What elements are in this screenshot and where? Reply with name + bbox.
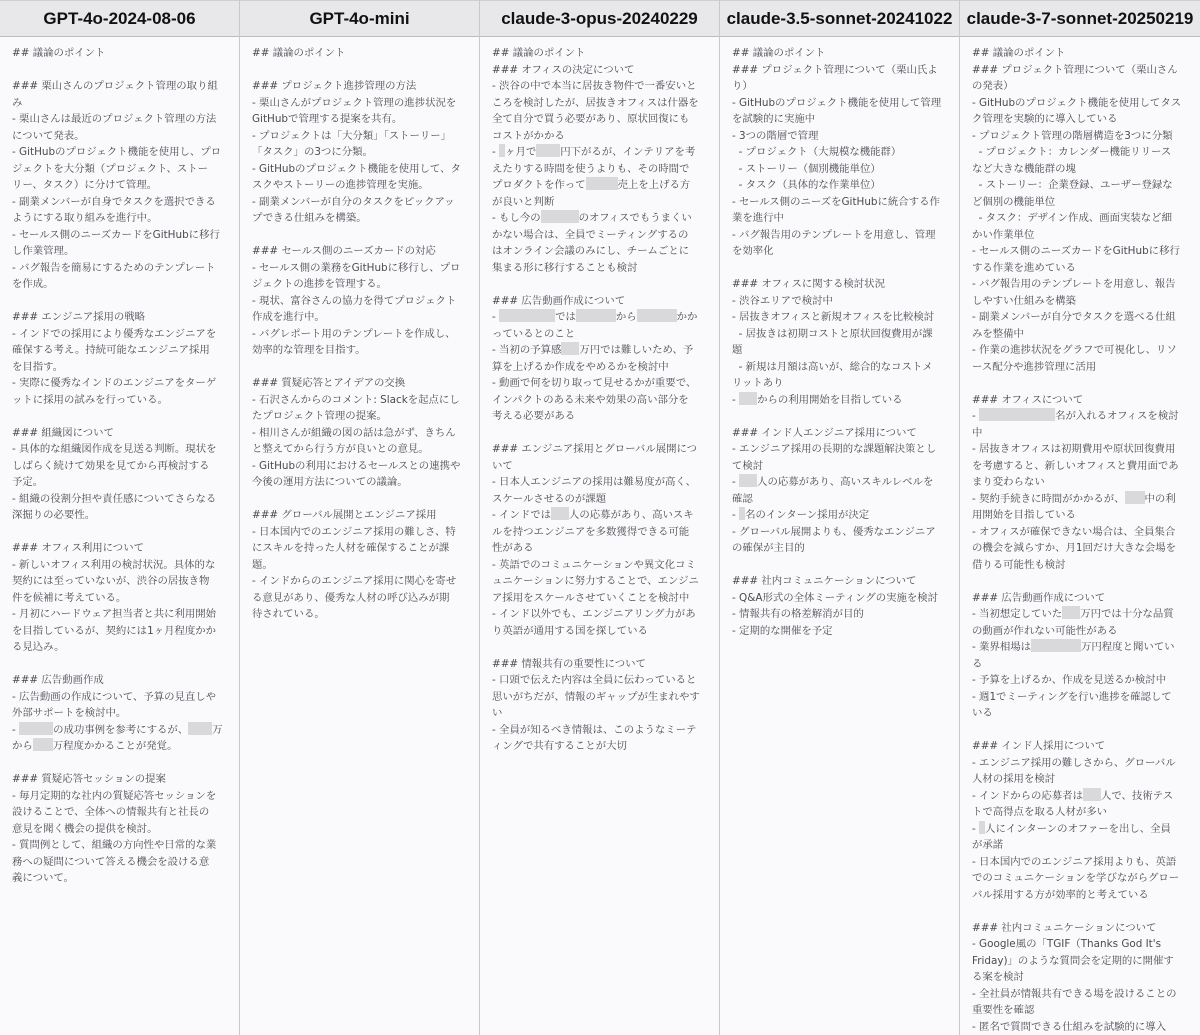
summary-line: る (972, 656, 1188, 673)
summary-line: ィングで共有することが大切 (492, 738, 707, 755)
summary-line: い (492, 705, 707, 722)
column-gpt-4o-mini (240, 0, 480, 1035)
summary-line: 考える必要がある (492, 408, 707, 425)
summary-line: - 日本国内でのエンジニア採用の難しさ、特 (252, 524, 467, 541)
summary-line: 全て自分で買う必要があり、原状回復にも (492, 111, 707, 128)
blank-line (252, 359, 467, 376)
summary-line: ース配分や進捗管理に活用 (972, 359, 1188, 376)
blank-line (252, 491, 467, 508)
summary-line: を目指す。 (12, 359, 227, 376)
column-header: claude-3-7-sonnet-20250219 (960, 0, 1200, 37)
summary-line: - 定期的な開催を予定 (732, 623, 947, 640)
summary-line: - もし今の のオフィスでもうまくい (492, 210, 707, 227)
summary-line: と整えてから行う方が良いとの意見。 (252, 441, 467, 458)
summary-line: 確保する考え。持続可能なエンジニア採用 (12, 342, 227, 359)
section-heading: ### オフィスについて (972, 392, 1188, 409)
redacted-text (979, 821, 985, 834)
summary-line: - ストーリー（個別機能単位） (732, 161, 947, 178)
summary-line: - 渋谷エリアで検討中 (732, 293, 947, 310)
summary-line: - 組織の役割分担や責任感についてさらなる (12, 491, 227, 508)
summary-line: - オフィスが確保できない場合は、全員集合 (972, 524, 1188, 541)
column-claude-3-opus (480, 0, 720, 1035)
summary-line: - 人にインターンのオファーを出し、全員 (972, 821, 1188, 838)
summary-line: - 新しいオフィス利用の検討状況。具体的な (12, 557, 227, 574)
summary-line: - Google風の「TGIF（Thanks God It's (972, 936, 1188, 953)
summary-line: - 日本国内でのエンジニア採用よりも、英語 (972, 854, 1188, 871)
summary-line: から 万程度かかることが発覚。 (12, 738, 227, 755)
summary-line: を作成。 (12, 276, 227, 293)
summary-line: 重要性を確認 (972, 1002, 1188, 1019)
summary-line: ジェクトを大分類（プロジェクト、ストー (12, 161, 227, 178)
summary-line: - 名が入れるオフィスを検討 (972, 408, 1188, 425)
summary-line: かない場合は、全員でミーティングするの (492, 227, 707, 244)
summary-line: る見込み。 (12, 639, 227, 656)
summary-line: - ヶ月で 円下がるが、インテリアを考 (492, 144, 707, 161)
section-heading: ### 組織図について (12, 425, 227, 442)
summary-line: にスキルを持った人材を確保することが課 (252, 540, 467, 557)
summary-line: - Q&A形式の全体ミーティングの実施を検討 (732, 590, 947, 607)
section-heading: ## 議論のポイント (12, 45, 227, 62)
column-claude-3-5-sonnet (720, 0, 960, 1035)
summary-line: 予定。 (12, 474, 227, 491)
summary-line: - タスク（具体的な作業単位） (732, 177, 947, 194)
column-header: claude-3-opus-20240229 (480, 0, 719, 37)
section-heading: ### オフィスの決定について (492, 62, 707, 79)
summary-line: など大きな機能群の塊 (972, 161, 1188, 178)
summary-line: - 広告動画の作成について、予算の見直しや (12, 689, 227, 706)
blank-line (12, 408, 227, 425)
summary-line: 借りる可能性も検討 (972, 557, 1188, 574)
column-gpt-4o (0, 0, 240, 1035)
section-heading: ## 議論のポイント (972, 45, 1188, 62)
summary-line: ットに採用の試みを行っている。 (12, 392, 227, 409)
summary-line: - 栗山さんがプロジェクト管理の進捗状況を (252, 95, 467, 112)
summary-line: - ストーリー：企業登録、ユーザー登録な (972, 177, 1188, 194)
summary-line: - インドからのエンジニア採用に関心を寄せ (252, 573, 467, 590)
summary-line: えたりする時間を使うよりも、その時間で (492, 161, 707, 178)
summary-line: プロダクトを作って 売上を上げる方 (492, 177, 707, 194)
summary-line: - 栗山さんは最近のプロジェクト管理の方法 (12, 111, 227, 128)
summary-line: っているとのこと (492, 326, 707, 343)
summary-line: り） (732, 78, 947, 95)
summary-line: まり変わらない (972, 474, 1188, 491)
column-header: claude-3.5-sonnet-20241022 (720, 0, 959, 37)
section-heading: ### エンジニア採用の戦略 (12, 309, 227, 326)
column-claude-3-7-sonnet (960, 0, 1200, 1035)
summary-line: - 動画で何を切り取って見せるかが重要で、 (492, 375, 707, 392)
summary-line: いて (492, 458, 707, 475)
summary-line: - セールス側のニーズをGitHubに統合する作 (732, 194, 947, 211)
redacted-text (637, 309, 677, 322)
summary-line: リー、タスク）に分けて管理。 (12, 177, 227, 194)
summary-line: - バグレポート用のテンプレートを作成し、 (252, 326, 467, 343)
summary-line: - 居抜きオフィスと新規オフィスを比較検討 (732, 309, 947, 326)
summary-line: - GitHubのプロジェクト機能を使用して管理 (732, 95, 947, 112)
summary-line: を目指しているが、契約には1ヶ月程度かか (12, 623, 227, 640)
summary-line: る案を検討 (972, 969, 1188, 986)
blank-line (492, 425, 707, 442)
section-heading: ### エンジニア採用とグローバル展開につ (492, 441, 707, 458)
summary-line: 件を候補に考えている。 (12, 590, 227, 607)
summary-line: コストがかかる (492, 128, 707, 145)
blank-line (492, 276, 707, 293)
summary-line: - インドからの応募者は 人で、技術テス (972, 788, 1188, 805)
summary-line: 効率的な管理を目指す。 (252, 342, 467, 359)
summary-line: - では から かか (492, 309, 707, 326)
summary-line: リットあり (732, 375, 947, 392)
summary-line: が良いと判断 (492, 194, 707, 211)
column-body (480, 37, 719, 1035)
redacted-text (739, 474, 757, 487)
summary-line: - 3つの階層で管理 (732, 128, 947, 145)
section-heading: ### セールス側のニーズカードの対応 (252, 243, 467, 260)
summary-line: Friday)」のような質問会を定期的に開催す (972, 953, 1188, 970)
summary-line: 外部サポートを検討中。 (12, 705, 227, 722)
summary-line: する作業を進めている (972, 260, 1188, 277)
summary-line: バル採用する方が効率的と考えている (972, 887, 1188, 904)
summary-line: いる (972, 705, 1188, 722)
summary-line: - プロジェクト（大規模な機能群） (732, 144, 947, 161)
summary-line: の動画が作れない可能性がある (972, 623, 1188, 640)
redacted-text (1125, 491, 1145, 504)
summary-line: たプロジェクト管理の提案。 (252, 408, 467, 425)
summary-line: - 副業メンバーが自分でタスクを選べる仕組 (972, 309, 1188, 326)
blank-line (492, 639, 707, 656)
summary-line: - 予算を上げるか、作成を見送るか検討中 (972, 672, 1188, 689)
summary-line: ア採用をスケールさせていくことを検討中 (492, 590, 707, 607)
summary-line: 務への疑問について答える機会を設ける意 (12, 854, 227, 871)
summary-line: - 居抜きオフィスは初期費用や原状回復費用 (972, 441, 1188, 458)
summary-line: 思いがちだが、情報のギャップが生まれやす (492, 689, 707, 706)
section-heading: ### 社内コミュニケーションについて (732, 573, 947, 590)
summary-line: について発表。 (12, 128, 227, 145)
redacted-text (1031, 639, 1081, 652)
section-heading: ### 質疑応答とアイデアの交換 (252, 375, 467, 392)
summary-line: が承諾 (972, 837, 1188, 854)
redacted-text (739, 392, 757, 405)
summary-line: - の成功事例を参考にするが、 万 (12, 722, 227, 739)
summary-line: - 渋谷の中で本当に居抜き物件で一番安いと (492, 78, 707, 95)
blank-line (252, 227, 467, 244)
section-heading: ## 議論のポイント (252, 45, 467, 62)
summary-line: - グローバル展開よりも、優秀なエンジニア (732, 524, 947, 541)
summary-line: - GitHubのプロジェクト機能を使用してタス (972, 95, 1188, 112)
summary-line: みを整備中 (972, 326, 1188, 343)
summary-line: - 日本人エンジニアの採用は難易度が高く、 (492, 474, 707, 491)
summary-line: - 当初想定していた 万円では十分な品質 (972, 606, 1188, 623)
section-heading: ### プロジェクト進捗管理の方法 (252, 78, 467, 95)
section-heading: ### 広告動画作成について (972, 590, 1188, 607)
section-heading: ## 議論のポイント (732, 45, 947, 62)
blank-line (12, 524, 227, 541)
blank-line (732, 408, 947, 425)
blank-line (12, 755, 227, 772)
summary-line: - インド以外でも、エンジニアリング力があ (492, 606, 707, 623)
summary-line: - バグ報告用のテンプレートを用意し、報告 (972, 276, 1188, 293)
redacted-text (586, 177, 618, 190)
summary-line: を試験的に実施中 (732, 111, 947, 128)
summary-line: 算を上げるか作成をやめるかを検討中 (492, 359, 707, 376)
column-body (720, 37, 959, 1035)
summary-line: - 質問例として、組織の方向性や日常的な業 (12, 837, 227, 854)
section-heading: ### インド人採用について (972, 738, 1188, 755)
summary-line: - 口頭で伝えた内容は全員に伝わっていると (492, 672, 707, 689)
summary-line: 設けることで、全体への情報共有と社長の (12, 804, 227, 821)
summary-line: り英語が通用する国を探している (492, 623, 707, 640)
redacted-text (499, 309, 555, 322)
summary-line: - 当初の予算感 万円では難しいため、予 (492, 342, 707, 359)
summary-line: 中 (972, 425, 1188, 442)
summary-line: - 実際に優秀なインドのエンジニアをターゲ (12, 375, 227, 392)
summary-line: - プロジェクト：カレンダー機能リリース (972, 144, 1188, 161)
summary-line: でのコミュニケーションを学びながらグロー (972, 870, 1188, 887)
summary-line: 用開始を目指している (972, 507, 1188, 524)
summary-line: 作成を進行中。 (252, 309, 467, 326)
summary-line: の確保が主目的 (732, 540, 947, 557)
summary-line: て検討 (732, 458, 947, 475)
summary-line: - 作業の進捗状況をグラフで可視化し、リソ (972, 342, 1188, 359)
blank-line (972, 573, 1188, 590)
summary-line: - エンジニア採用の難しさから、グローバル (972, 755, 1188, 772)
section-heading: ### オフィスに関する検討状況 (732, 276, 947, 293)
summary-line: - 業界相場は 万円程度と聞いてい (972, 639, 1188, 656)
summary-line: の機会を減らすか、月1回だけ大きな会場を (972, 540, 1188, 557)
summary-line: プできる仕組みを構築。 (252, 210, 467, 227)
redacted-text (19, 722, 53, 735)
summary-line: - 居抜きは初期コストと原状回復費用が課 (732, 326, 947, 343)
summary-line: - 契約手続きに時間がかかるが、 中の利 (972, 491, 1188, 508)
redacted-text (576, 309, 616, 322)
column-body (960, 37, 1200, 1035)
summary-line: 意見を聞く機会の提供を検討。 (12, 821, 227, 838)
redacted-text (33, 738, 53, 751)
summary-line: - 副業メンバーが自身でタスクを選択できる (12, 194, 227, 211)
summary-line: 深掘りの必要性。 (12, 507, 227, 524)
summary-line: 「タスク」の3つに分類。 (252, 144, 467, 161)
summary-line: 題 (732, 342, 947, 359)
summary-line: - 具体的な組織図作成を見送る判断。現状を (12, 441, 227, 458)
summary-line: - タスク：デザイン作成、画面実装など細 (972, 210, 1188, 227)
summary-line: ようにする取り組みを進行中。 (12, 210, 227, 227)
redacted-text (551, 507, 569, 520)
summary-line: しばらく続けて効果を見てから再検討する (12, 458, 227, 475)
summary-line: - 新規は月額は高いが、総合的なコストメ (732, 359, 947, 376)
blank-line (12, 656, 227, 673)
summary-line: る意見があり、優秀な人材の呼び込みが期 (252, 590, 467, 607)
summary-line: - 相川さんが組織の図の話は急がず、きちん (252, 425, 467, 442)
summary-line: 人材の採用を検討 (972, 771, 1188, 788)
summary-line: - セールス側のニーズカードをGitHubに移行 (972, 243, 1188, 260)
summary-line: - GitHubのプロジェクト機能を使用し、プロ (12, 144, 227, 161)
summary-line: - 月初にハードウェア担当者と共に利用開始 (12, 606, 227, 623)
summary-line: 題。 (252, 557, 467, 574)
blank-line (972, 722, 1188, 739)
column-body (240, 37, 479, 1035)
summary-line: - バグ報告用のテンプレートを用意し、管理 (732, 227, 947, 244)
summary-line: - 全社員が情報共有できる場を設けることの (972, 986, 1188, 1003)
summary-line: ジェクトの進捗を管理する。 (252, 276, 467, 293)
blank-line (972, 903, 1188, 920)
summary-line: - 英語でのコミュニケーションや異文化コミ (492, 557, 707, 574)
summary-line: を考慮すると、新しいオフィスと費用面であ (972, 458, 1188, 475)
blank-line (12, 293, 227, 310)
section-heading: ### オフィス利用について (12, 540, 227, 557)
summary-line: - 石沢さんからのコメント: Slackを起点にし (252, 392, 467, 409)
section-heading: ### インド人エンジニア採用について (732, 425, 947, 442)
blank-line (732, 557, 947, 574)
redacted-text (541, 210, 579, 223)
summary-line: かい作業単位 (972, 227, 1188, 244)
summary-line: 確認 (732, 491, 947, 508)
summary-line: 集まる形に移行することも検討 (492, 260, 707, 277)
redacted-text (739, 507, 745, 520)
redacted-text (499, 144, 505, 157)
section-heading: ### 栗山さんのプロジェクト管理の取り組 (12, 78, 227, 95)
summary-line: スクやストーリーの進捗管理を実施。 (252, 177, 467, 194)
section-heading: ### 広告動画作成について (492, 293, 707, 310)
summary-line: み (12, 95, 227, 112)
blank-line (732, 260, 947, 277)
redacted-text (979, 408, 1055, 421)
blank-line (252, 62, 467, 79)
summary-line: - GitHubのプロジェクト機能を使用して、タ (252, 161, 467, 178)
summary-line: ど個別の機能単位 (972, 194, 1188, 211)
summary-line: - 情報共有の格差解消が目的 (732, 606, 947, 623)
summary-line: - エンジニア採用の長期的な課題解決策とし (732, 441, 947, 458)
summary-line: 待されている。 (252, 606, 467, 623)
summary-line: - 人の応募があり、高いスキルレベルを (732, 474, 947, 491)
redacted-text (1083, 788, 1101, 801)
summary-line: - セールス側のニーズカードをGitHubに移行 (12, 227, 227, 244)
summary-line: - プロジェクトは「大分類」「ストーリー」 (252, 128, 467, 145)
summary-line: - プロジェクト管理の階層構造を3つに分類 (972, 128, 1188, 145)
column-header: GPT-4o-2024-08-06 (0, 0, 239, 37)
summary-line: - バグ報告を簡易にするためのテンプレート (12, 260, 227, 277)
summary-line: - 全員が知るべき情報は、このようなミーテ (492, 722, 707, 739)
summary-line: ュニケーションに努力することで、エンジニ (492, 573, 707, 590)
summary-line: - 週1でミーティングを行い進捗を確認して (972, 689, 1188, 706)
section-heading: ### グローバル展開とエンジニア採用 (252, 507, 467, 524)
summary-line: - 匿名で質問できる仕組みを試験的に導入 (972, 1019, 1188, 1035)
section-heading: ### 広告動画作成 (12, 672, 227, 689)
redacted-text (561, 342, 579, 355)
summary-line: - 現状、富谷さんの協力を得てプロジェクト (252, 293, 467, 310)
blank-line (972, 375, 1188, 392)
summary-line: インパクトのある未来や効果の高い部分を (492, 392, 707, 409)
section-heading: ### プロジェクト管理について（栗山さん (972, 62, 1188, 79)
section-heading: ### 社内コミュニケーションについて (972, 920, 1188, 937)
summary-line: - GitHubの利用におけるセールスとの連携や (252, 458, 467, 475)
summary-line: トで高得点を取る人材が多い (972, 804, 1188, 821)
column-header: GPT-4o-mini (240, 0, 479, 37)
summary-line: - セールス側の業務をGitHubに移行し、プロ (252, 260, 467, 277)
summary-line: ころを検討したが、居抜きオフィスは什器を (492, 95, 707, 112)
summary-line: しやすい仕組みを構築 (972, 293, 1188, 310)
summary-line: ク管理を実験的に導入している (972, 111, 1188, 128)
section-heading: ### 質疑応答セッションの提案 (12, 771, 227, 788)
redacted-text (188, 722, 212, 735)
summary-line: - からの利用開始を目指している (732, 392, 947, 409)
summary-line: 業を進行中 (732, 210, 947, 227)
summary-line: 契約には至っていないが、渋谷の居抜き物 (12, 573, 227, 590)
summary-line: を効率化 (732, 243, 947, 260)
summary-line: はオンライン会議のみにし、チームごとに (492, 243, 707, 260)
redacted-text (536, 144, 560, 157)
summary-line: - インドでは 人の応募があり、高いスキ (492, 507, 707, 524)
redacted-text (1062, 606, 1080, 619)
summary-line: GitHubで管理する提案を共有。 (252, 111, 467, 128)
summary-line: 今後の運用方法についての議論。 (252, 474, 467, 491)
summary-line: - 毎月定期的な社内の質疑応答セッションを (12, 788, 227, 805)
summary-line: スケールさせるのが課題 (492, 491, 707, 508)
section-heading: ### プロジェクト管理について（栗山氏よ (732, 62, 947, 79)
summary-line: の発表） (972, 78, 1188, 95)
section-heading: ### 情報共有の重要性について (492, 656, 707, 673)
section-heading: ## 議論のポイント (492, 45, 707, 62)
column-body (0, 37, 239, 1035)
summary-line: 性がある (492, 540, 707, 557)
summary-line: 義について。 (12, 870, 227, 887)
summary-line: し作業管理。 (12, 243, 227, 260)
blank-line (12, 62, 227, 79)
summary-line: ルを持つエンジニアを多数獲得できる可能 (492, 524, 707, 541)
summary-line: - 名のインターン採用が決定 (732, 507, 947, 524)
summary-line: - 副業メンバーが自分のタスクをピックアッ (252, 194, 467, 211)
summary-line: - インドでの採用により優秀なエンジニアを (12, 326, 227, 343)
